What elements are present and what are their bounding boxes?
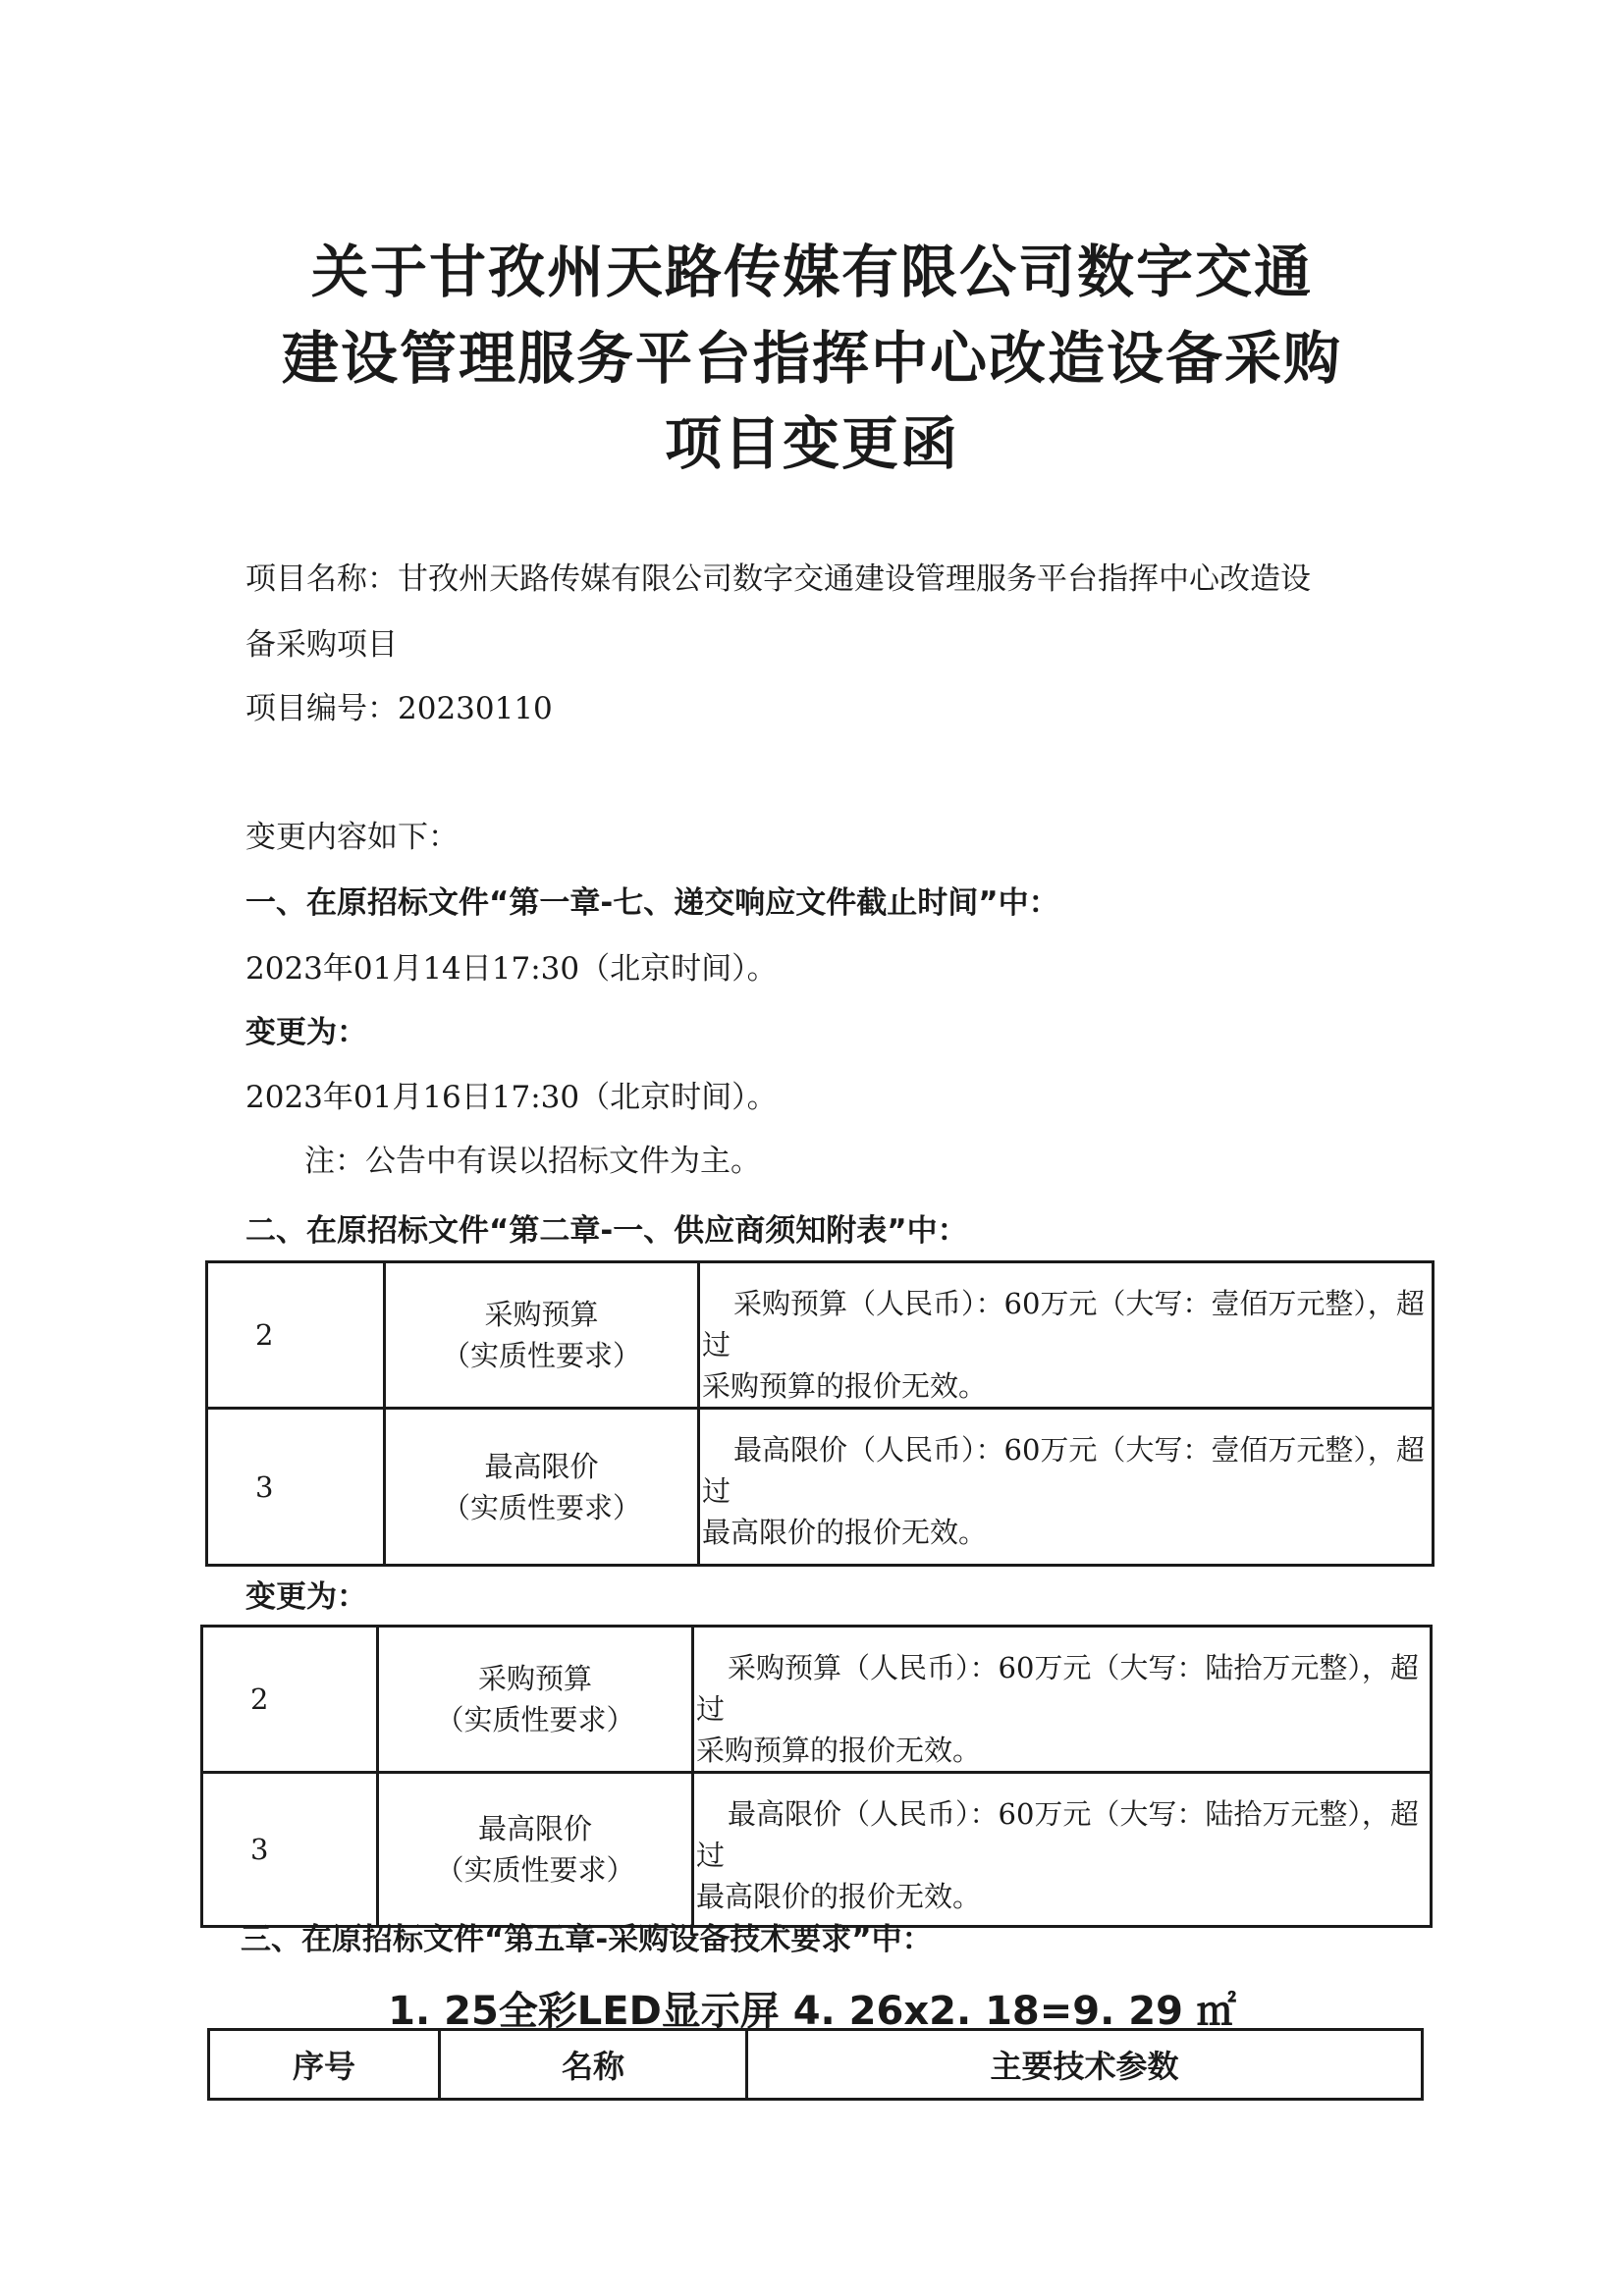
section-2-heading: 二、在原招标文件“第二章-一、供应商须知附表”中： bbox=[245, 1213, 968, 1249]
row-item bbox=[385, 1409, 699, 1566]
section-3-heading: 三、在原招标文件“第五章-采购设备技术要求”中： bbox=[241, 1922, 933, 1957]
section-1-changed: 2023年01月16日17:30（北京时间）。 bbox=[245, 1080, 778, 1115]
table-row bbox=[202, 1627, 1432, 1773]
description-line-2: 采购预算的报价无效。 bbox=[702, 1369, 988, 1404]
original-terms-table bbox=[205, 1260, 1435, 1567]
header-name: 名称 bbox=[440, 2030, 747, 2100]
header-params: 主要技术参数 bbox=[747, 2030, 1423, 2100]
document-title-line-3: 项目变更函 bbox=[664, 410, 959, 477]
item-note: （实质性要求） bbox=[441, 1339, 641, 1373]
document-title-line-2: 建设管理服务平台指挥中心改造设备采购 bbox=[281, 325, 1342, 392]
description-line-1: 最高限价（人民币）：60万元（大写：壹佰万元整），超过 bbox=[702, 1433, 1425, 1509]
row-item bbox=[378, 1627, 693, 1773]
item-name: 最高限价 bbox=[477, 1812, 592, 1846]
section-1-heading: 一、在原招标文件“第一章-七、递交响应文件截止时间”中： bbox=[245, 885, 1059, 921]
table-row bbox=[207, 1409, 1434, 1566]
header-no: 序号 bbox=[209, 2030, 440, 2100]
table-row bbox=[209, 2030, 1423, 2100]
project-code: 项目编号：20230110 bbox=[245, 691, 553, 726]
row-item bbox=[378, 1773, 693, 1927]
row-description bbox=[693, 1627, 1432, 1773]
changed-terms-table bbox=[200, 1625, 1433, 1928]
row-number: 3 bbox=[207, 1409, 385, 1566]
row-number: 3 bbox=[202, 1773, 378, 1927]
row-item bbox=[385, 1262, 699, 1409]
document-title-line-1: 关于甘孜州天路传媒有限公司数字交通 bbox=[310, 239, 1313, 305]
row-description bbox=[699, 1409, 1434, 1566]
section-2-changed-label: 变更为： bbox=[245, 1579, 367, 1615]
item-note: （实质性要求） bbox=[435, 1853, 635, 1888]
item-name: 采购预算 bbox=[477, 1662, 592, 1696]
description-line-1: 采购预算（人民币）：60万元（大写：壹佰万元整），超过 bbox=[702, 1287, 1425, 1362]
description-line-2: 最高限价的报价无效。 bbox=[702, 1516, 988, 1550]
row-number: 2 bbox=[202, 1627, 378, 1773]
row-description bbox=[693, 1773, 1432, 1927]
change-intro: 变更内容如下： bbox=[245, 820, 459, 855]
item-name: 最高限价 bbox=[484, 1449, 599, 1483]
project-name-line-1: 项目名称：甘孜州天路传媒有限公司数字交通建设管理服务平台指挥中心改造设 bbox=[245, 561, 1311, 597]
section-3-subheading: 1. 25全彩LED显示屏 4. 26x2. 18=9. 29 ㎡ bbox=[388, 1989, 1236, 2034]
project-name-line-2: 备采购项目 bbox=[245, 627, 398, 663]
tech-spec-table-header bbox=[207, 2028, 1424, 2101]
table-row bbox=[207, 1262, 1434, 1409]
description-line-1: 最高限价（人民币）：60万元（大写：陆拾万元整），超过 bbox=[696, 1797, 1419, 1873]
item-note: （实质性要求） bbox=[441, 1490, 641, 1524]
row-number: 2 bbox=[207, 1262, 385, 1409]
table-row bbox=[202, 1773, 1432, 1927]
description-line-1: 采购预算（人民币）：60万元（大写：陆拾万元整），超过 bbox=[696, 1651, 1419, 1727]
row-description bbox=[699, 1262, 1434, 1409]
item-name: 采购预算 bbox=[484, 1298, 599, 1332]
description-line-2: 采购预算的报价无效。 bbox=[696, 1734, 982, 1768]
section-1-note: 注：公告中有误以招标文件为主。 bbox=[304, 1144, 761, 1179]
item-note: （实质性要求） bbox=[435, 1703, 635, 1737]
section-1-original: 2023年01月14日17:30（北京时间）。 bbox=[245, 951, 778, 987]
description-line-2: 最高限价的报价无效。 bbox=[696, 1880, 982, 1914]
section-1-changed-label: 变更为： bbox=[245, 1015, 367, 1050]
